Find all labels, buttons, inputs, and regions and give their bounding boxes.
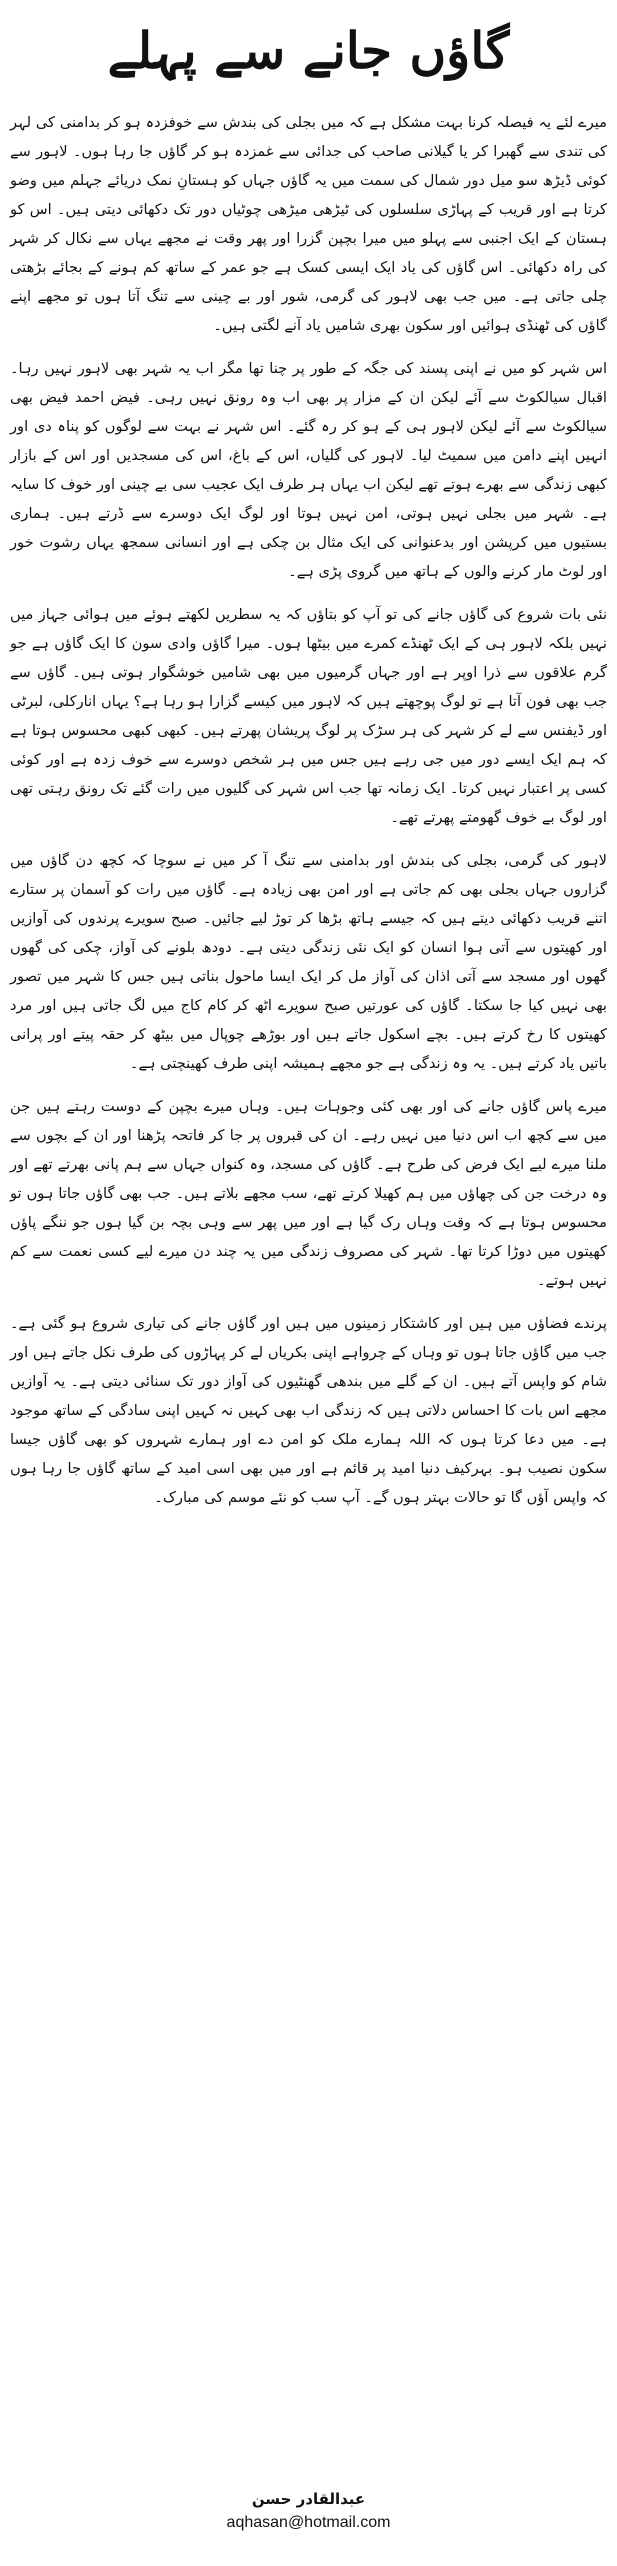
article-body <box>10 108 607 1512</box>
article-paragraph: میرے لئے یہ فیصلہ کرنا بہت مشکل ہے کہ میں بجلی کی بندش سے خوفزدہ ہو کر بدامنی کی لہر کی تندی سے گھبرا کر یا گیلانی صاحب کی جدائی سے غمزدہ ہو کر گاؤں جا رہا ہوں۔ لاہور سے کوئی ڈیڑھ سو میل دور شمال کی سمت میں یہ گاؤں جہاں کو ہستانِ نمک دریائے جہلم میں وضو کرتا ہے اور قریب کے پہاڑی سلسلوں کی ٹیڑھی میڑھی چوٹیاں دور تک دکھائی دیتی ہیں۔ اس کو ہستان کے ایک اجنبی سے پہلو میں میرا بچپن گزرا اور پھر وقت نے مجھے یہاں سے نکال کر شہر کی راہ دکھائی۔ اس گاؤں کی یاد ایک ایسی کسک ہے جو عمر کے ساتھ کم ہونے کے بجائے بڑھتی چلی جاتی ہے۔ میں جب بھی لاہور کی گرمی، شور اور بے چینی سے تنگ آتا ہوں تو مجھے اپنے گاؤں کی ٹھنڈی ہوائیں اور سکون بھری شامیں یاد آنے لگتی ہیں۔ <box>10 114 607 334</box>
author-email: aqhasan@hotmail.com <box>226 2514 391 2531</box>
byline <box>0 2486 617 2534</box>
author-name: عبدالقادر حسن <box>251 2490 366 2508</box>
article-paragraph: لاہور کی گرمی، بجلی کی بندش اور بدامنی سے تنگ آ کر میں نے سوچا کہ کچھ دن گاؤں میں گزاروں جہاں بجلی بھی کم جاتی ہے اور امن بھی زیادہ ہے۔ گاؤں میں رات کو آسمان پر ستارے اتنے قریب دکھائی دیتے ہیں کہ جیسے ہاتھ بڑھا کر توڑ لیے جائیں۔ صبح سویرے پرندوں کی آوازیں اور کھیتوں سے آتی ہوا انسان کو ایک نئی زندگی دیتی ہے۔ دودھ بلونے کی آواز، چکی کی گھوں گھوں اور مسجد سے آتی اذان کی آواز مل کر ایک ایسا ماحول بناتی ہیں جس کا شہر میں تصور بھی نہیں کیا جا سکتا۔ گاؤں کی عورتیں صبح سویرے اٹھ کر کام کاج میں لگ جاتی ہیں اور مرد کھیتوں کا رخ کرتے ہیں۔ بچے اسکول جاتے ہیں اور بوڑھے چوپال میں بیٹھ کر حقہ پیتے اور پرانی باتیں یاد کرتے ہیں۔ یہ وہ زندگی ہے جو مجھے ہمیشہ اپنی طرف کھینچتی ہے۔ <box>10 852 607 1072</box>
headline-area <box>10 0 607 100</box>
article-paragraph: میرے پاس گاؤں جانے کی اور بھی کئی وجوہات ہیں۔ وہاں میرے بچپن کے دوست رہتے ہیں جن میں سے کچھ اب اس دنیا میں نہیں رہے۔ ان کی قبروں پر جا کر فاتحہ پڑھنا اور ان کے بچوں سے ملنا میرے لیے ایک فرض کی طرح ہے۔ گاؤں کی مسجد، وہ کنواں جہاں سے ہم پانی بھرتے تھے اور وہ درخت جن کی چھاؤں میں ہم کھیلا کرتے تھے، سب مجھے بلاتے ہیں۔ جب بھی گاؤں جاتا ہوں تو محسوس ہوتا ہے کہ وقت وہاں رک گیا ہے اور میں پھر سے وہی بچہ بن گیا ہوں جو ننگے پاؤں کھیتوں میں دوڑا کرتا تھا۔ شہر کی مصروف زندگی میں یہ چند دن میرے لیے کسی نعمت سے کم نہیں ہوتے۔ <box>10 1098 607 1289</box>
headline: گاؤں جانے سے پہلے <box>107 20 510 80</box>
article-paragraph: نئی بات شروع کی گاؤں جانے کی تو آپ کو بتاؤں کہ یہ سطریں لکھتے ہوئے میں ہوائی جہاز میں نہیں بلکہ لاہور ہی کے ایک ٹھنڈے کمرے میں بیٹھا ہوں۔ میرا گاؤں وادی سون کا ایک گاؤں ہے جو گرم علاقوں سے ذرا اوپر ہے اور جہاں گرمیوں میں بھی شامیں خوشگوار ہوتی ہیں۔ گاؤں سے جب بھی فون آتا ہے تو لوگ پوچھتے ہیں کہ لاہور میں کیسے گزارا ہو رہا ہے؟ یہاں انارکلی، لبرٹی اور ڈیفنس سے لے کر شہر کی ہر سڑک پر لوگ پریشان پھرتے ہیں۔ کبھی کبھی محسوس ہوتا ہے کہ ہم ایک ایسے دور میں جی رہے ہیں جس میں ہر شخص دوسرے سے خوف زدہ ہے اور کوئی کسی پر اعتبار نہیں کرتا۔ ایک زمانہ تھا جب اس شہر کی گلیوں میں رات گئے تک رونق رہتی تھی اور لوگ بے خوف گھومتے پھرتے تھے۔ <box>10 606 607 826</box>
article-paragraph: پرندے فضاؤں میں ہیں اور کاشتکار زمینوں میں ہیں اور گاؤں جانے کی تیاری شروع ہو گئی ہے۔ جب میں گاؤں جاتا ہوں تو وہاں کے چرواہے اپنی بکریاں لے کر پہاڑوں کی طرف نکل جاتے ہیں اور شام کو واپس آتے ہیں۔ ان کے گلے میں بندھی گھنٹیوں کی آواز دور تک سنائی دیتی ہے۔ یہ آوازیں مجھے اس بات کا احساس دلاتی ہیں کہ زندگی اب بھی کہیں نہ کہیں اپنی سادگی کے ساتھ موجود ہے۔ میں دعا کرتا ہوں کہ اللہ ہمارے ملک کو امن دے اور ہمارے شہروں کو بھی گاؤں جیسا سکون نصیب ہو۔ بہرکیف دنیا امید پر قائم ہے اور میں بھی اسی امید کے ساتھ گاؤں جا رہا ہوں کہ واپس آؤں گا تو حالات بہتر ہوں گے۔ آپ سب کو نئے موسم کی مبارک۔ <box>10 1315 607 1506</box>
article-paragraph: اس شہر کو میں نے اپنی پسند کی جگہ کے طور پر چنا تھا مگر اب یہ شہر بھی لاہور نہیں رہا۔ اقبال سیالکوٹ سے آئے لیکن ان کے مزار پر بھی اب وہ رونق نہیں رہی۔ فیض احمد فیض بھی سیالکوٹ سے آئے لیکن لاہور ہی کے ہو کر رہ گئے۔ اس شہر نے بہت سے لوگوں کو پناہ دی اور انہیں اپنے دامن میں سمیٹ لیا۔ لاہور کی گلیاں، اس کے باغ، اس کی مسجدیں اور اس کے بازار کبھی زندگی سے بھرے ہوتے تھے لیکن اب یہاں ہر طرف ایک عجیب سی بے چینی اور خوف کا سایہ ہے۔ شہر میں بجلی نہیں ہوتی، امن نہیں ہوتا اور لوگ ایک دوسرے سے ڈرتے ہیں۔ ہماری بستیوں میں کرپشن اور بدعنوانی کی ایک مثال بن چکی ہے اور انسانی سمجھ یہاں رشوت خور اور لوٹ مار کرنے والوں کے ہاتھ میں گروی پڑی ہے۔ <box>10 360 607 580</box>
